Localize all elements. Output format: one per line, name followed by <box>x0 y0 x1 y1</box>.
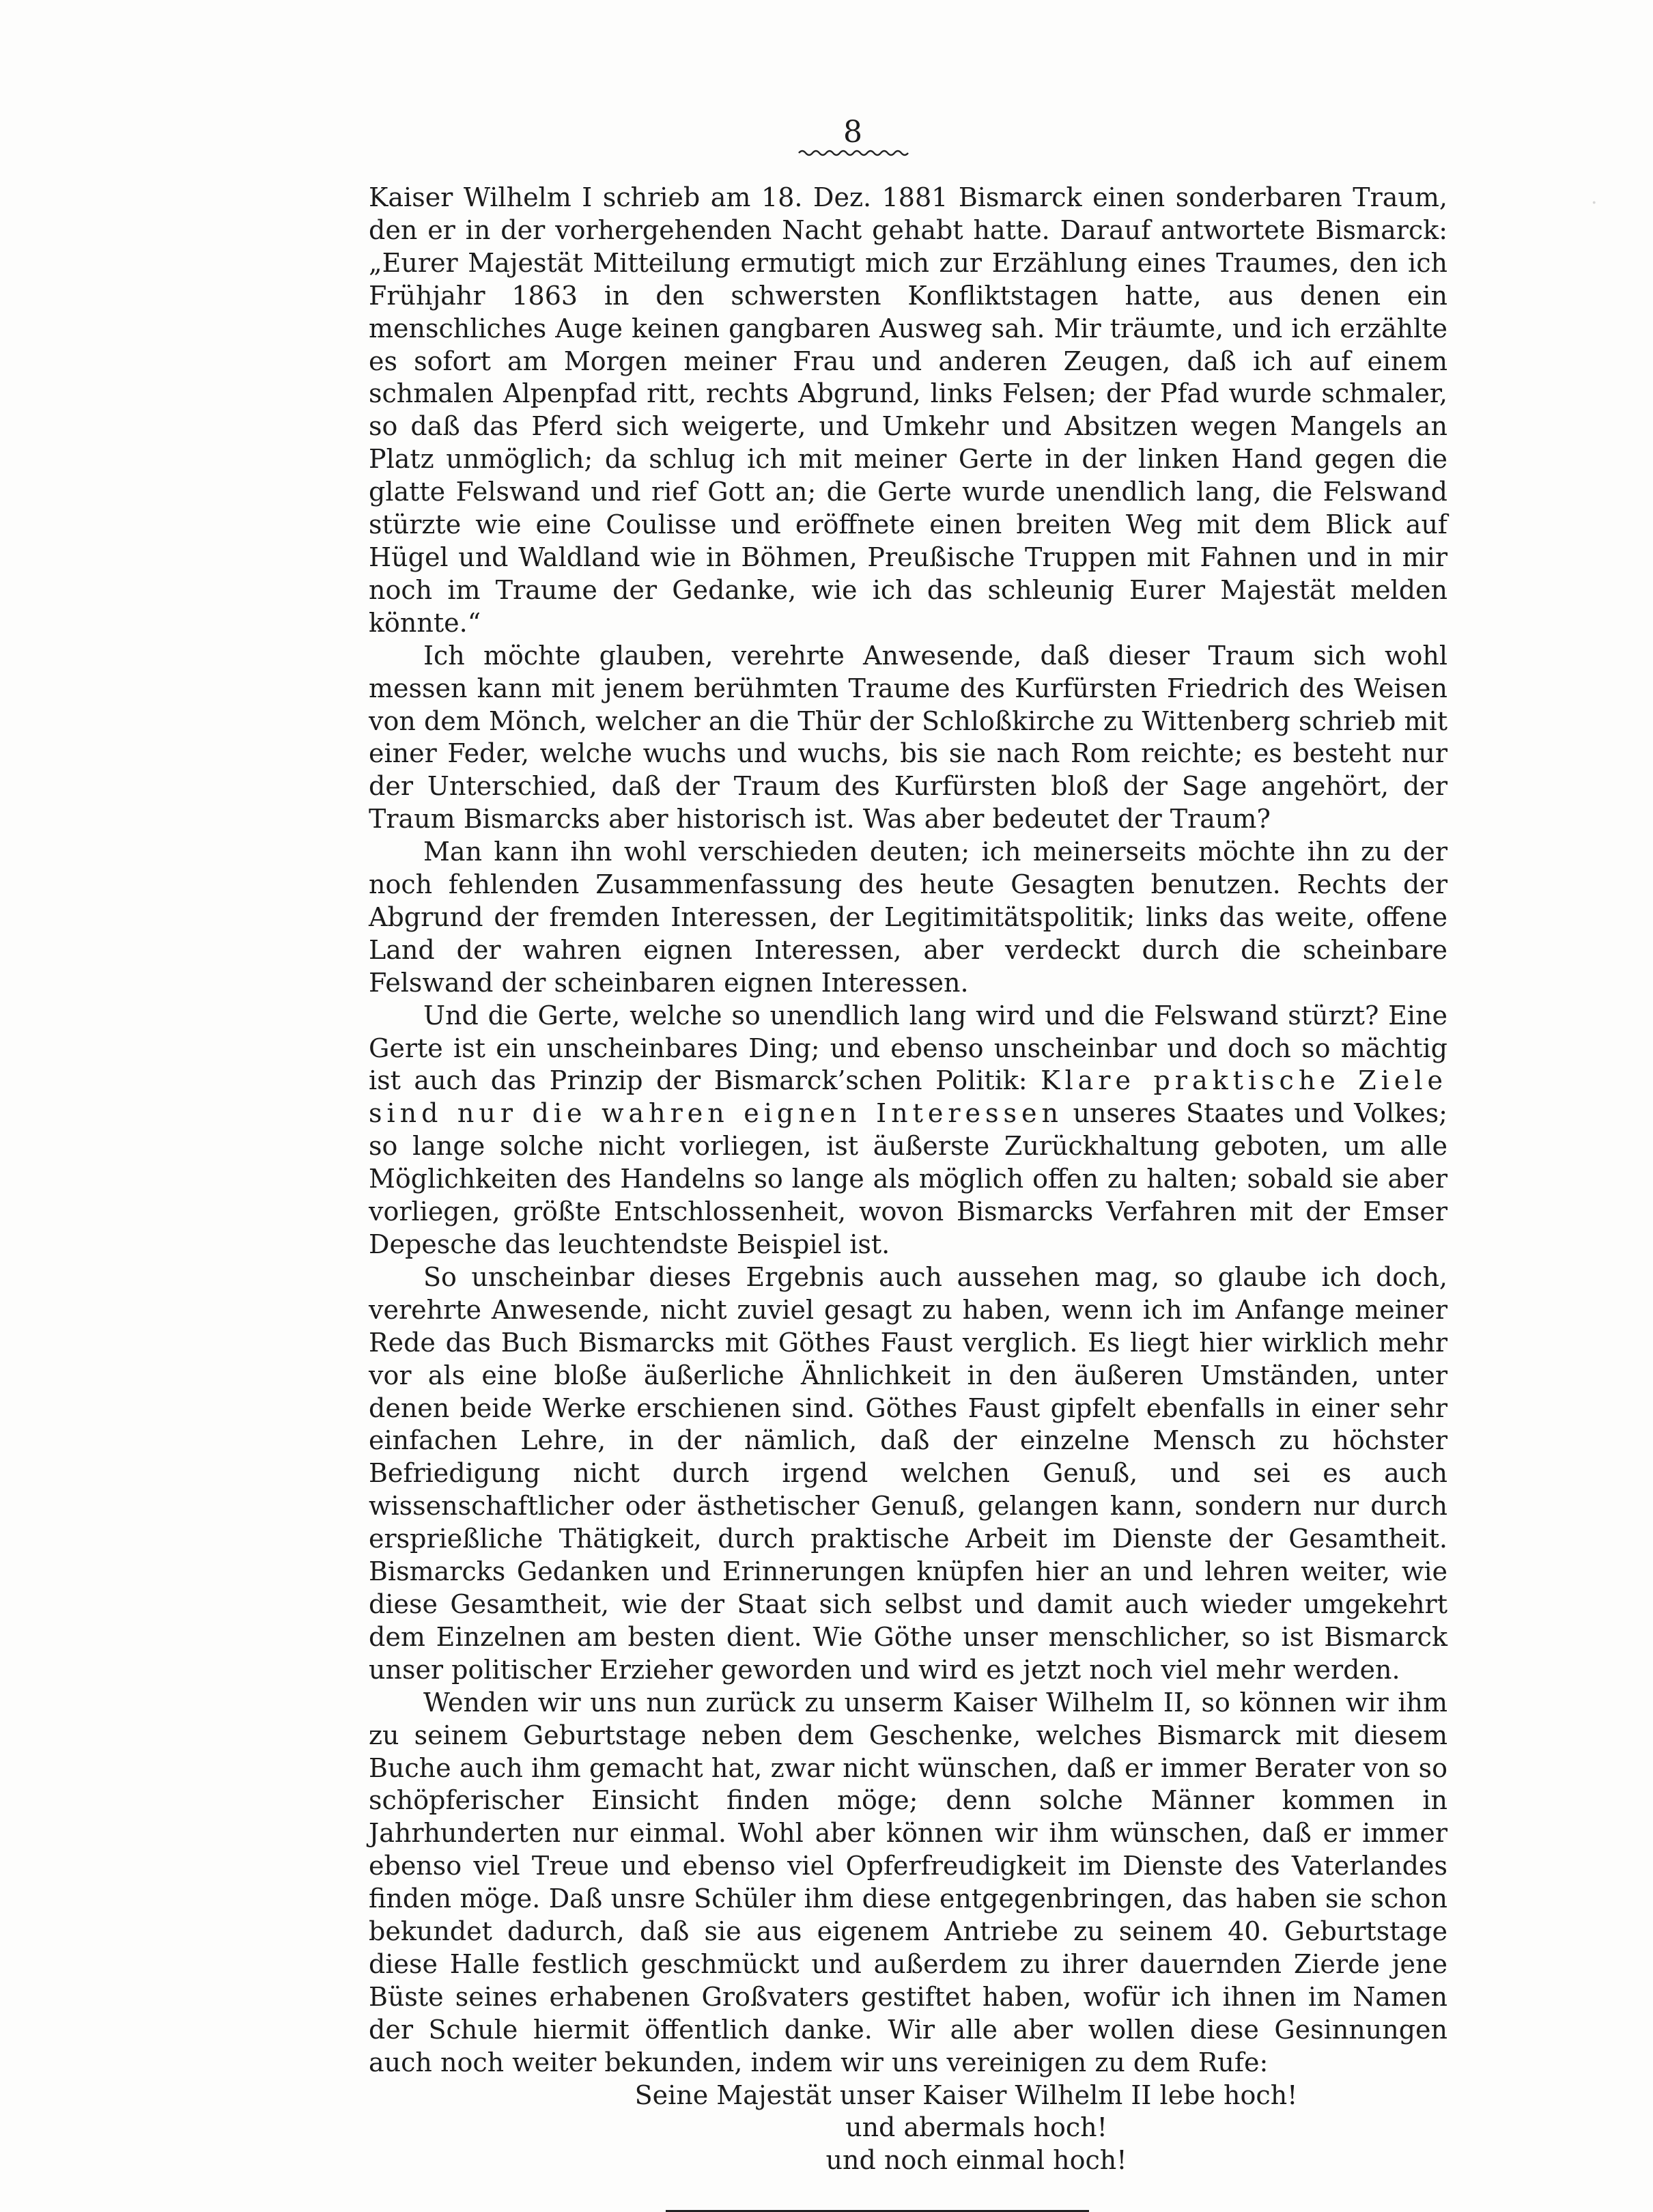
paragraph-2: Ich möchte glauben, verehrte Anwesende, daß dieser Traum sich wohl messen kann mit jenem berühmten Traume des Kurfürsten Friedrich des Weisen von dem Mönch, welcher an die Thür der Schloßkirche zu Wittenberg schrieb mit einer Feder, welche wuchs und wuchs, bis sie nach Rom reichte; es besteht nur der Unterschied, daß der Traum des Kurfürsten bloß der Sage angehört, der Traum Bismarcks aber historisch ist. Was aber bedeutet der Traum? <box>369 640 1447 835</box>
wavy-rule-ornament <box>797 148 914 158</box>
bleed-through-mark: · <box>1591 191 1598 215</box>
paragraph-1: Kaiser Wilhelm I schrieb am 18. Dez. 1881 Bismarck einen sonderbaren Traum, den er in der vorhergehenden Nacht gehabt hatte. Darauf antwortete Bismarck: „Eurer Majestät Mitteilung ermutigt mich zur Erzählung eines Traumes, den ich Frühjahr 1863 in den schwersten Konfliktstagen hatte, aus denen ein menschliches Auge keinen gangbaren Ausweg sah. Mir träumte, und ich erzählte es sofort am Morgen meiner Frau und anderen Zeugen, daß ich auf einem schmalen Alpenpfad ritt, rechts Abgrund, links Felsen; der Pfad wurde schmaler, so daß das Pferd sich weigerte, und Umkehr und Absitzen wegen Mangels an Platz unmöglich; da schlug ich mit meiner Gerte in der linken Hand gegen die glatte Felswand und rief Gott an; die Gerte wurde unendlich lang, die Felswand stürzte wie eine Coulisse und eröffnete einen breiten Weg mit dem Blick auf Hügel und Waldland wie in Böhmen, Preußische Truppen mit Fahnen und in mir noch im Traume der Gedanke, wie ich das schleunig Eurer Majestät melden könnte.“ <box>369 182 1447 638</box>
cheer-line-1: Seine Majestät unser Kaiser Wilhelm II lebe hoch! <box>634 2080 1298 2110</box>
body-text <box>369 182 1447 2212</box>
paragraph-4-lead: Und die Gerte, welche so unendlich lang wird und die Felswand stürzt? Eine Gerte ist ein unscheinbares Ding; und ebenso unscheinbar und doch so mächtig ist auch das Prinzip der Bismarck’schen Politik: <box>369 1000 1447 1096</box>
cheer-line-3: und noch einmal hoch! <box>825 2145 1127 2176</box>
paragraph-3: Man kann ihn wohl verschieden deuten; ich meinerseits möchte ihn zu der noch fehlenden Zusammenfassung des heute Gesagten benutzen. Rechts der Abgrund der fremden Interessen, der Legitimitätspolitik; links das weite, offene Land der wahren eignen Interessen, aber verdeckt durch die scheinbare Felswand der scheinbaren eignen Interessen. <box>369 837 1447 998</box>
paragraph-5: So unscheinbar dieses Ergebnis auch aussehen mag, so glaube ich doch, verehrte Anwesende, nicht zuviel gesagt zu haben, wenn ich im Anfange meiner Rede das Buch Bismarcks mit Göthes Faust verglich. Es liegt hier wirklich mehr vor als eine bloße äußerliche Ähnlichkeit in den äußeren Umständen, unter denen beide Werke erschienen sind. Göthes Faust gipfelt ebenfalls in einer sehr einfachen Lehre, in der nämlich, daß der einzelne Mensch zu höchster Befriedigung nicht durch irgend welchen Genuß, und sei es auch wissenschaftlicher oder ästhetischer Genuß, gelangen kann, sondern nur durch ersprießliche Thätigkeit, durch praktische Arbeit im Dienste der Gesamtheit. Bismarcks Gedanken und Erinnerungen knüpfen hier an und lehren weiter, wie diese Gesamtheit, wie der Staat sich selbst und damit auch wieder umgekehrt dem Einzelnen am besten dient. Wie Göthe unser menschlicher, so ist Bismarck unser politischer Erzieher geworden und wird es jetzt noch viel mehr werden. <box>369 1261 1447 1685</box>
page-number: 8 <box>843 115 864 150</box>
paragraph-4 <box>369 1000 1447 1261</box>
paragraph-4-tail: unseres Staates und Volkes; so lange solche nicht vorliegen, ist äußerste Zurückhaltung geboten, um alle Möglichkeiten des Handelns so lange als möglich offen zu halten; sobald sie aber vorliegen, größte Entschlossenheit, wovon Bismarcks Verfahren mit der Emser Depesche das leuchtendste Beispiel ist. <box>369 1098 1447 1259</box>
cheer-line-2: und abermals hoch! <box>845 2112 1107 2143</box>
paragraph-6: Wenden wir uns nun zurück zu unserm Kaiser Wilhelm II, so können wir ihm zu seinem Geburtstage neben dem Geschenke, welches Bismarck mit diesem Buche auch ihm gemacht hat, zwar nicht wünschen, daß er immer Berater von so schöpferischer Einsicht finden möge; denn solche Männer kommen in Jahrhunderten nur einmal. Wohl aber können wir ihm wünschen, daß er immer ebenso viel Treue und ebenso viel Opferfreudigkeit im Dienste des Vaterlandes finden möge. Daß unsre Schüler ihm diese entgegenbringen, das haben sie schon bekundet dadurch, daß sie aus eigenem Antriebe zu seinem 40. Geburtstage diese Halle festlich geschmückt und außerdem zu ihrer dauernden Zierde jene Büste seines erhabenen Großvaters gestiftet haben, wofür ich ihnen im Namen der Schule hiermit öffentlich danke. Wir alle aber wollen diese Gesinnungen auch noch weiter bekunden, indem wir uns vereinigen zu dem Rufe: <box>369 1687 1447 2077</box>
emphasized-principle: Klare praktische Ziele sind nur die wahren eignen Interessen <box>369 1065 1447 1129</box>
